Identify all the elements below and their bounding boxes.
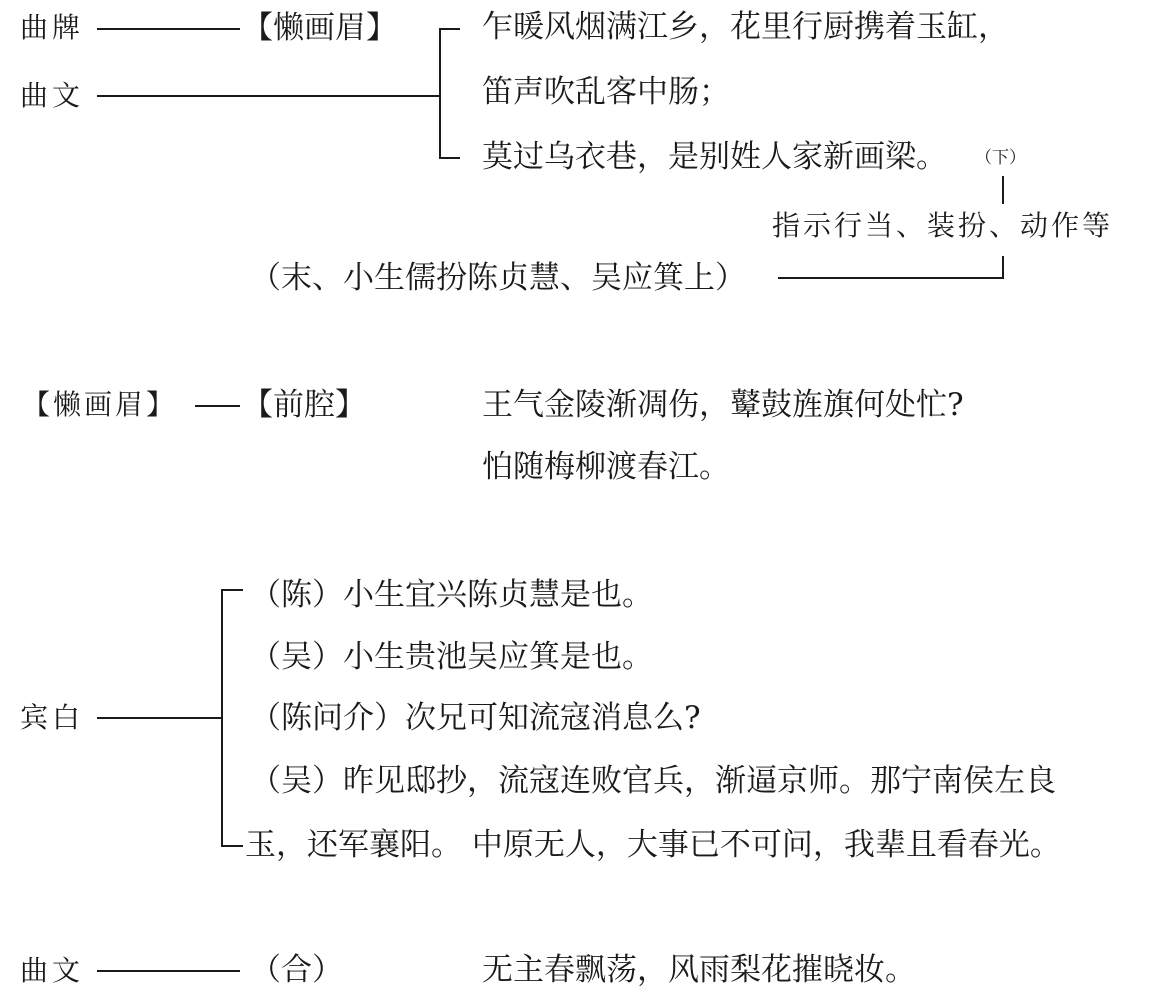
binbai-line-4: （吴）昨见邸抄，流寇连败官兵，渐逼京师。那宁南侯左良: [250, 763, 1056, 799]
lyric-line-2: 笛声吹乱客中肠；: [482, 74, 730, 110]
qupai-name-2: 【懒画眉】: [22, 388, 178, 421]
lyric-line-4: 王气金陵渐凋伤，鼙鼓旌旗何处忙?: [482, 387, 964, 423]
binbai-line-3: （陈问介）次兄可知流寇消息么?: [250, 700, 701, 736]
lyrics-bracket: [440, 29, 460, 158]
binbai-line-5: 玉，还军襄阳。 中原无人，大事已不可问，我辈且看春光。: [245, 827, 1061, 863]
label-binbai: 宾白: [20, 701, 85, 734]
label-quwen-2: 曲文: [20, 954, 85, 987]
he-mark: （合）: [250, 952, 343, 988]
xia-mark: （下）: [975, 148, 1026, 168]
lyric-line-1: 乍暖风烟满江乡，花里行厨携着玉缸，: [482, 9, 1009, 45]
lyric-line-6: 无主春飘荡，风雨梨花摧晓妆。: [482, 952, 916, 988]
binbai-line-1: （陈）小生宜兴陈贞慧是也。: [250, 577, 653, 613]
stage-direction-connector: [778, 256, 1003, 278]
binbai-line-2: （吴）小生贵池吴应箕是也。: [250, 639, 653, 675]
qupai-name: 【懒画眉】: [242, 10, 397, 46]
lyric-line-3: 莫过乌衣巷，是别姓人家新画梁。: [482, 139, 947, 175]
stage-direction: （末、小生儒扮陈贞慧、吴应箕上）: [250, 260, 746, 296]
qiang-name: 【前腔】: [242, 387, 366, 423]
binbai-bracket: [222, 590, 243, 846]
lyric-line-5: 怕随梅柳渡春江。: [482, 449, 730, 485]
annotation-note: 指示行当、装扮、动作等: [772, 209, 1114, 242]
label-quwen: 曲文: [20, 79, 85, 112]
label-qupai: 曲牌: [20, 11, 85, 44]
